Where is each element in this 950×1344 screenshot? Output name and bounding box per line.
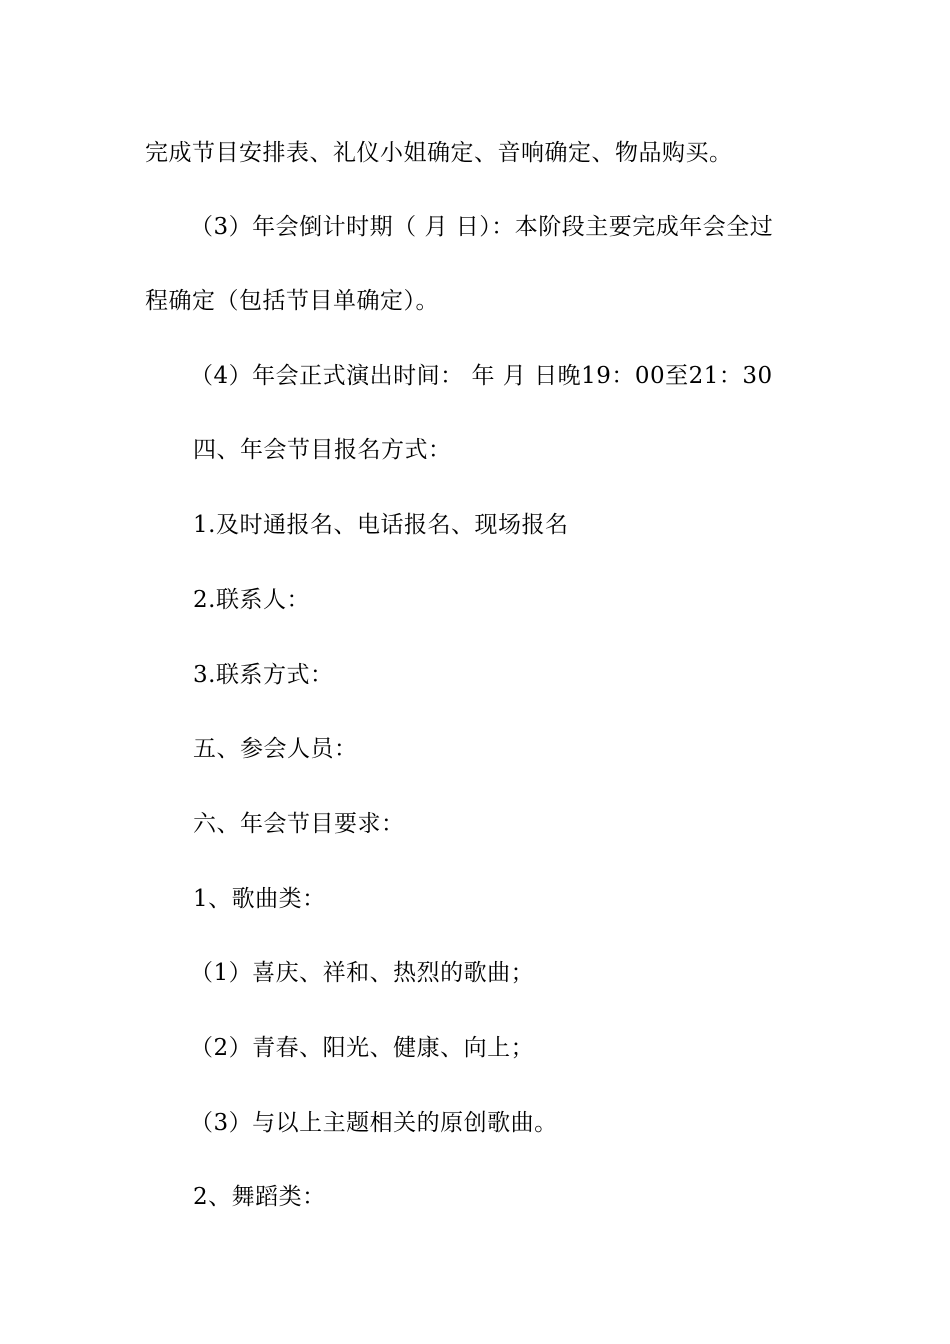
list-item: （2）青春、阳光、健康、向上； [190,1035,535,1061]
list-item: （1）喜庆、祥和、热烈的歌曲； [190,960,535,986]
paragraph-line: （3）年会倒计时期（ 月 日）：本阶段主要完成年会全过 [190,214,774,240]
paragraph-line: （4）年会正式演出时间： 年 月 日晚19：00至21：30 [190,363,773,389]
list-item: 1.及时通报名、电话报名、现场报名 [193,512,569,538]
paragraph-line: 程确定（包括节目单确定）。 [145,288,439,314]
subsection-heading: 2、舞蹈类： [193,1184,326,1210]
section-heading: 六、年会节目要求： [193,811,405,837]
list-item: 2.联系人： [193,587,310,613]
section-heading: 四、年会节目报名方式： [193,437,452,463]
list-item: （3）与以上主题相关的原创歌曲。 [190,1110,558,1136]
section-heading: 五、参会人员： [193,736,358,762]
paragraph-line: 完成节目安排表、礼仪小姐确定、音响确定、物品购买。 [145,140,733,166]
list-item: 3.联系方式： [193,662,334,688]
subsection-heading: 1、歌曲类： [193,886,326,912]
